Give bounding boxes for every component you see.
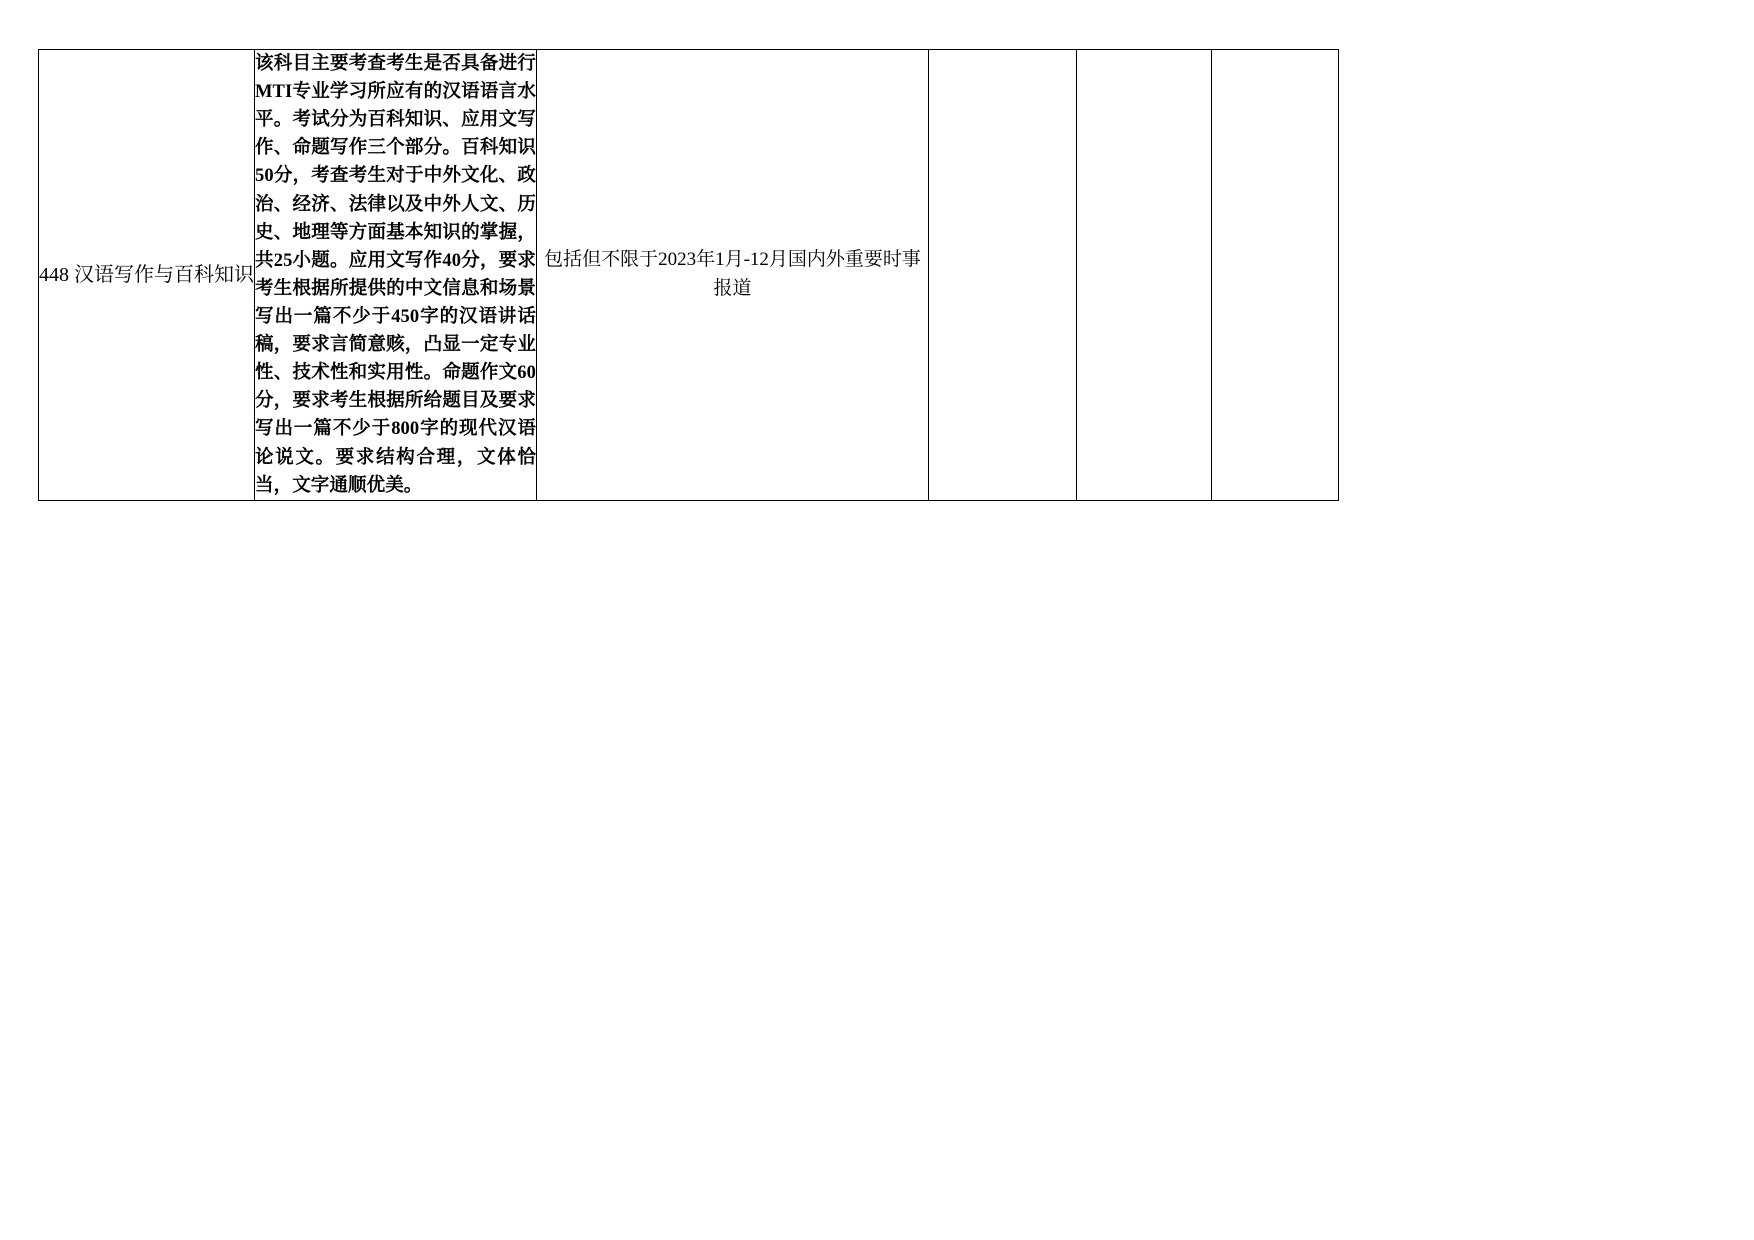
cell-subject-description: 该科目主要考查考生是否具备进行MTI专业学习所应有的汉语语言水平。考试分为百科知识、应用文写作、命题写作三个部分。百科知识50分，考查考生对于中外文化、政治、经济、法律以及中外人文、历史、地理等方面基本知识的掌握，共25小题。应用文写作40分，要求考生根据所提供的中文信息和场景写出一篇不少于450字的汉语讲话稿，要求言简意赅，凸显一定专业性、技术性和实用性。命题作文60分，要求考生根据所给题目及要求写出一篇不少于800字的现代汉语论说文。要求结构合理，文体恰当，文字通顺优美。 (255, 50, 537, 501)
cell-blank-3 (1212, 50, 1339, 501)
table-row (39, 50, 1339, 501)
cell-subject-code: 448 汉语写作与百科知识 (39, 50, 255, 501)
cell-subject-scope: 包括但不限于2023年1月-12月国内外重要时事报道 (537, 50, 929, 501)
cell-blank-1 (929, 50, 1077, 501)
cell-blank-2 (1077, 50, 1212, 501)
subject-table (38, 49, 1339, 501)
